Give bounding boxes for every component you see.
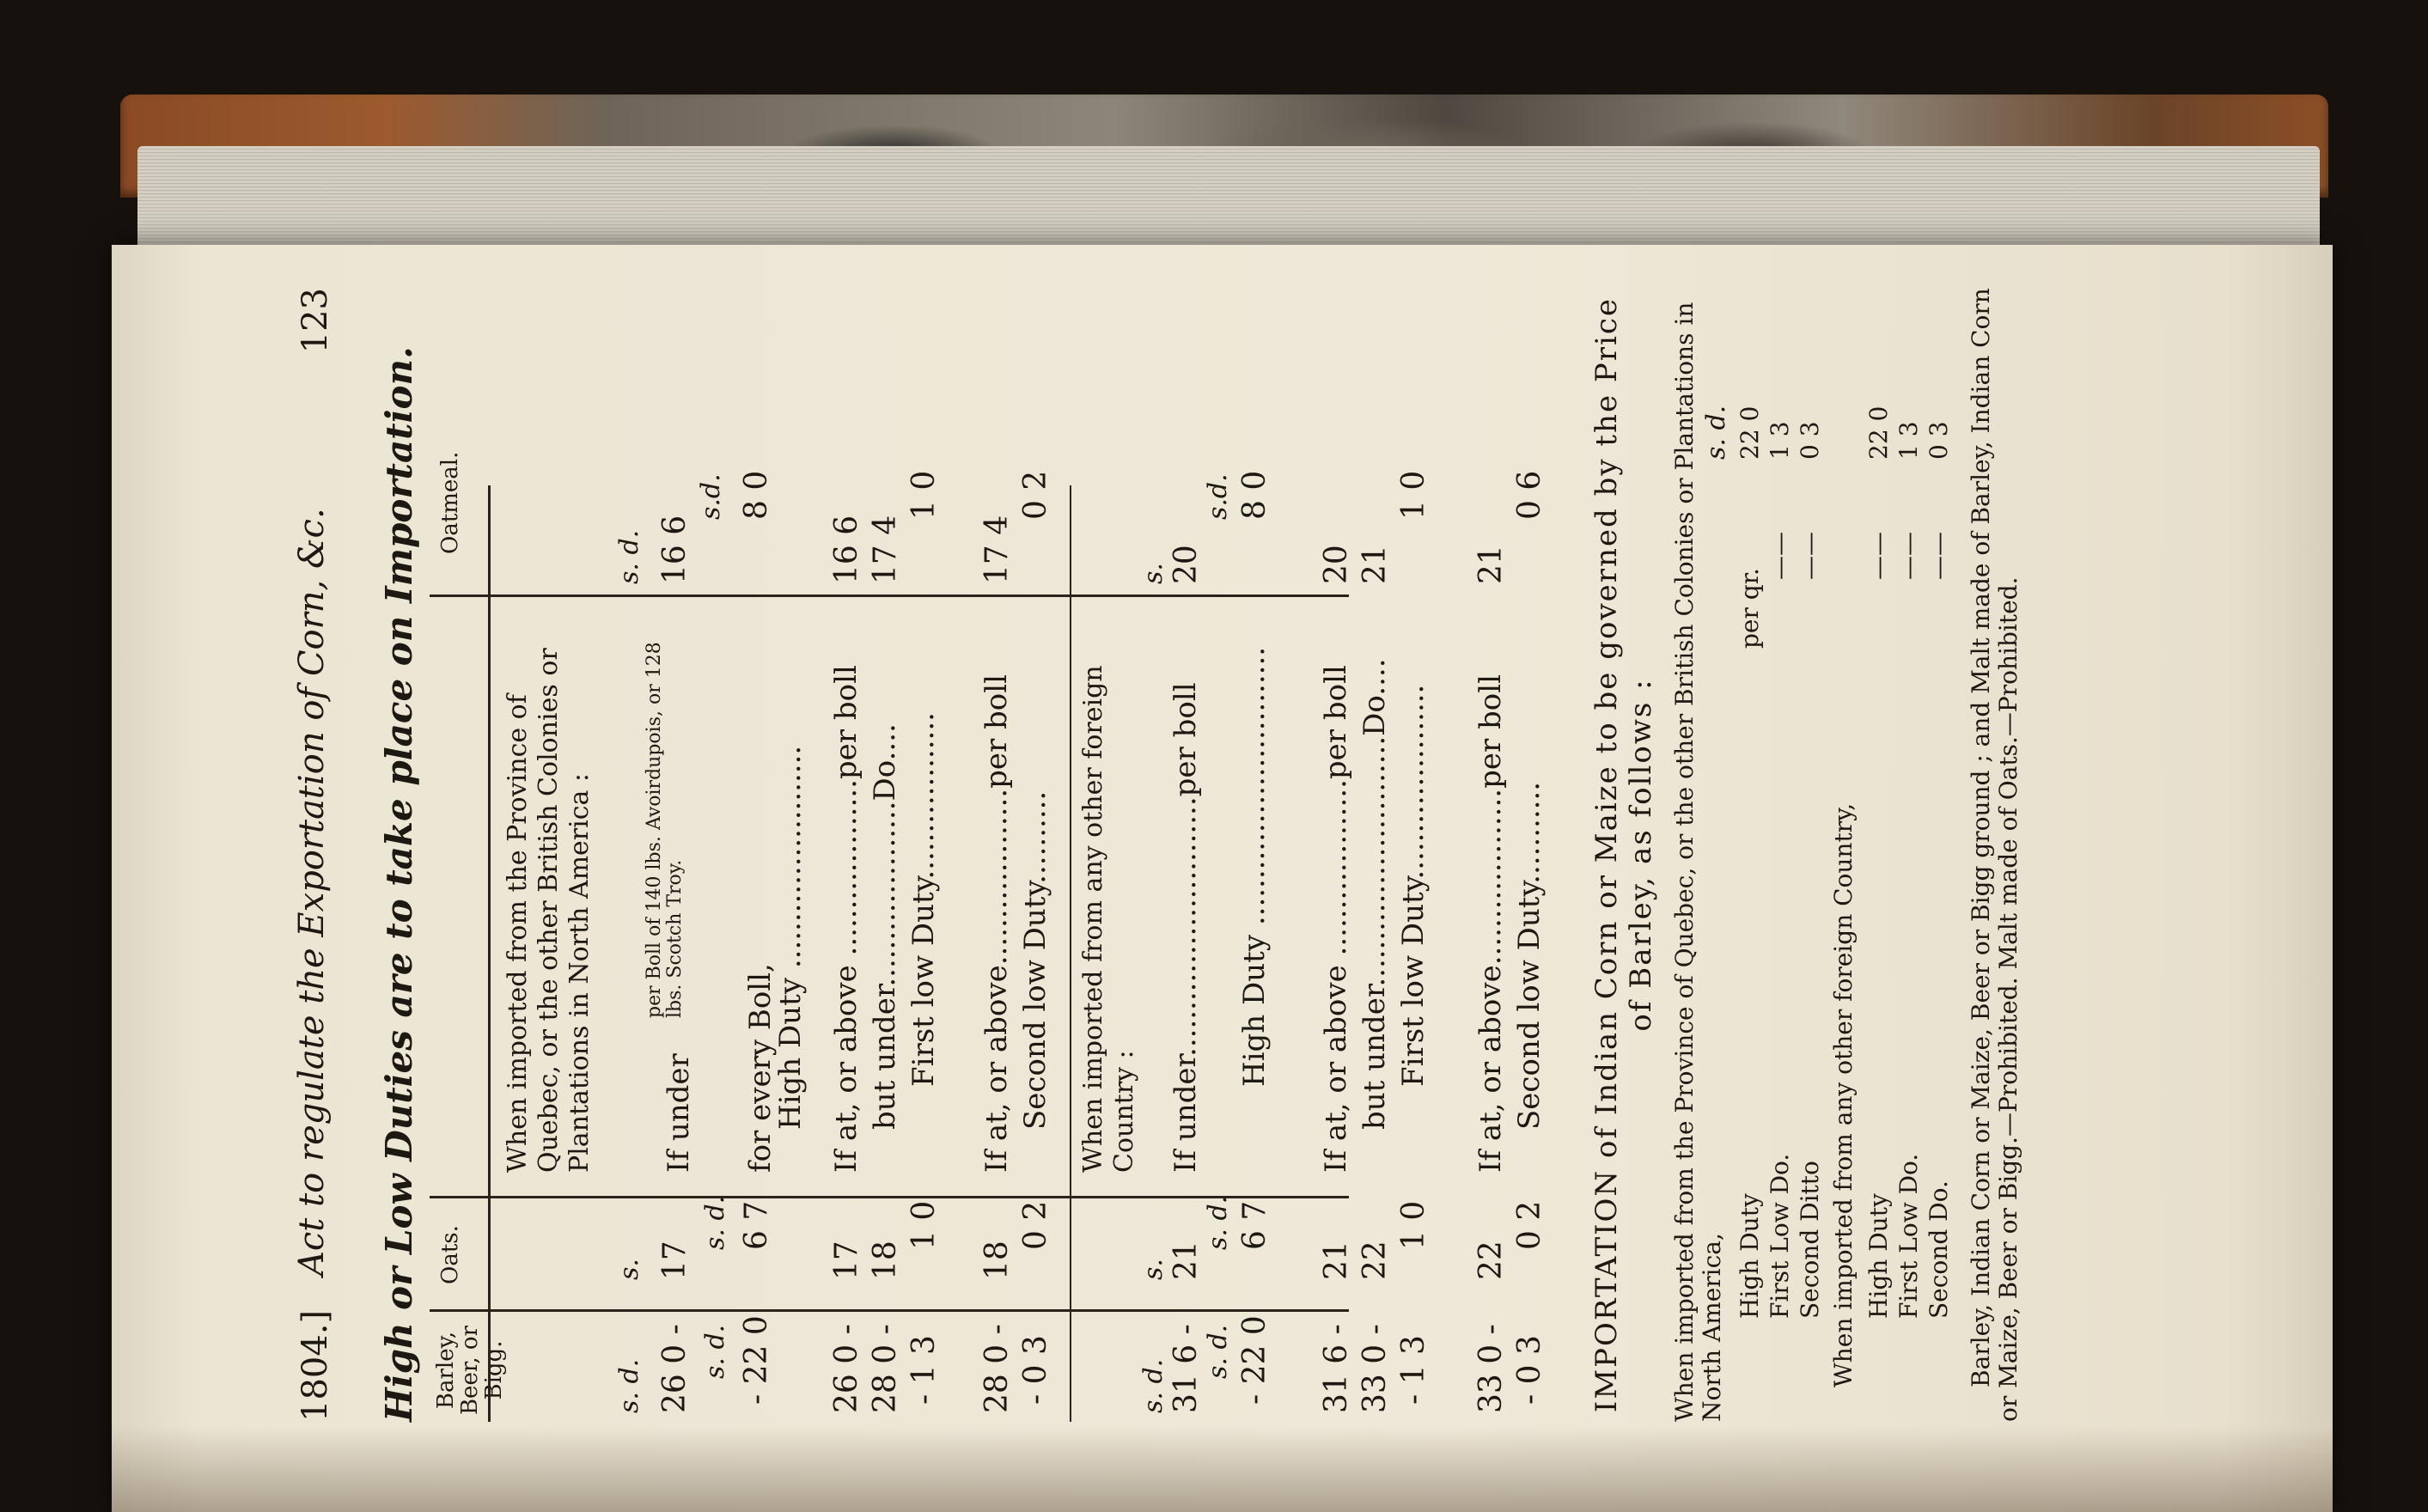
barley-value: - 0 3 xyxy=(1512,1335,1547,1405)
oats-value: 18 xyxy=(868,1241,903,1280)
barley-value: - 0 3 xyxy=(1018,1335,1053,1405)
section-rule xyxy=(1070,485,1071,1422)
row-text: If at, or above ...................per boll xyxy=(829,665,863,1173)
barley-value: 26 0 - xyxy=(657,1324,692,1413)
unit-sd: s.d. xyxy=(1203,473,1233,520)
unit-sd: s. d. xyxy=(700,1195,730,1250)
oatmeal-value: 8 0 xyxy=(739,470,774,520)
barley-value: - 22 0 xyxy=(1237,1315,1272,1405)
imp-prefix: —— xyxy=(1925,532,1953,580)
importation-footer: Barley, Indian Corn or Maize, Beer or Bigg ground ; and Malt made of Barley, Indian Corn or Maize, Beer or Bigg.—Prohibited. Malt made of Oats.—Prohibited. xyxy=(1967,288,2022,1422)
imp-prefix: —— xyxy=(1894,532,1923,580)
imp-value: 22 0 xyxy=(1864,405,1893,460)
importation-title: IMPORTATION of Indian Corn or Maize to be governed by the Price of Barley, as follows : xyxy=(1589,296,1658,1413)
oats-value: 17 xyxy=(657,1241,692,1280)
importation-quebec-heading: When imported from the Province of Quebec, or the other British Colonies or Plantations in North America, xyxy=(1670,302,1726,1422)
imp-label: Second Do. xyxy=(1925,1180,1953,1319)
unit-s: s. xyxy=(614,1259,644,1280)
oatmeal-value: 17 4 xyxy=(868,515,903,584)
section1-heading: When imported from the Province of Quebec, or the other British Colonies or Plantations in North America : xyxy=(503,648,595,1173)
unit-sd: s. d. xyxy=(1203,1324,1233,1379)
row-text: Second low Duty.......... xyxy=(1018,790,1052,1130)
barley-value: - 1 3 xyxy=(1396,1335,1431,1405)
gutter-shadow xyxy=(112,1426,2333,1512)
oats-value: 0 2 xyxy=(1512,1200,1547,1250)
imp-value: 22 0 xyxy=(1736,405,1764,460)
running-header xyxy=(292,288,344,1422)
oatmeal-value: 0 6 xyxy=(1512,470,1547,520)
oatmeal-value: 1 0 xyxy=(1396,470,1431,520)
oats-value: 22 xyxy=(1357,1241,1393,1280)
imp-label: First Low Do. xyxy=(1766,1153,1794,1319)
unit-sd: s. d. xyxy=(1138,1358,1168,1413)
page-subheading: High or Low Duties are to take place on Importation. xyxy=(378,346,420,1422)
unit-s: s. xyxy=(1138,563,1168,584)
row-text: but under...........................Do.... xyxy=(1357,658,1392,1130)
unit-sd: s. d. xyxy=(614,1358,644,1413)
oatmeal-value: 8 0 xyxy=(1237,470,1272,520)
imp-value: 0 3 xyxy=(1925,421,1953,460)
unit-sd: s. d. xyxy=(700,1324,730,1379)
oats-value: 21 xyxy=(1319,1241,1354,1280)
page-text-block xyxy=(292,288,2139,1422)
row-text: If at, or above...................per boll xyxy=(1473,674,1508,1173)
row-text: If at, or above...................per boll xyxy=(979,674,1014,1173)
rule-header xyxy=(488,485,491,1422)
oats-value: 18 xyxy=(979,1241,1015,1280)
unit-sd: s. d. xyxy=(1203,1195,1233,1250)
oatmeal-value: 21 xyxy=(1357,545,1393,584)
col-head-oatmeal: Oatmeal. xyxy=(437,451,463,554)
unit-sd: s.d. xyxy=(696,473,726,520)
barley-value: - 1 3 xyxy=(906,1335,942,1405)
header-title: Act to regulate the Exportation of Corn, &c. xyxy=(292,508,332,1276)
row-text: First low Duty..................... xyxy=(1396,684,1431,1087)
imp-label: High Duty xyxy=(1864,1193,1893,1319)
row-text: If under............................per boll xyxy=(1168,682,1203,1173)
barley-value: 33 0 - xyxy=(1357,1324,1393,1413)
unit-s: s. xyxy=(1138,1259,1168,1280)
measure-note: per Boll of 140 lbs. Avoirdupois, or 128 lbs. Scotch Troy. xyxy=(644,642,686,1018)
page-number: 123 xyxy=(296,288,335,354)
oats-value: 6 7 xyxy=(1237,1200,1272,1250)
oats-value: 0 2 xyxy=(1018,1200,1053,1250)
row-text: Second low Duty........... xyxy=(1512,781,1546,1130)
imp-value: 0 3 xyxy=(1796,421,1824,460)
row-text: First low Duty.................. xyxy=(906,712,941,1087)
unit-sd: s. d. xyxy=(1701,405,1731,460)
row-text: but under....................Do.... xyxy=(868,723,902,1130)
row-text: If at, or above ...................per boll xyxy=(1319,665,1353,1173)
col-head-barley: Barley, Beer, or Bigg. xyxy=(433,1325,507,1416)
unit-sd: s. d. xyxy=(614,529,644,584)
barley-value: 28 0 - xyxy=(868,1324,903,1413)
oats-value: 6 7 xyxy=(739,1200,774,1250)
imp-label: Second Ditto xyxy=(1796,1161,1824,1319)
barley-value: 26 0 - xyxy=(829,1324,864,1413)
oatmeal-value: 20 xyxy=(1319,545,1354,584)
oats-value: 22 xyxy=(1473,1241,1509,1280)
oatmeal-value: 16 6 xyxy=(829,515,864,584)
barley-value: 31 6 - xyxy=(1168,1324,1204,1413)
row-text: High Duty ........................ xyxy=(773,745,808,1130)
imp-label: First Low Do. xyxy=(1894,1153,1923,1319)
barley-value: 28 0 - xyxy=(979,1324,1015,1413)
imp-value: 1 3 xyxy=(1894,421,1923,460)
oatmeal-value: 17 4 xyxy=(979,515,1015,584)
oatmeal-value: 20 xyxy=(1168,545,1204,584)
imp-value: 1 3 xyxy=(1766,421,1794,460)
imp-prefix: per qr. xyxy=(1736,568,1764,649)
rule-v1 xyxy=(430,1309,1349,1312)
barley-value: 33 0 - xyxy=(1473,1324,1509,1413)
imp-prefix: —— xyxy=(1864,532,1893,580)
row-text: If under xyxy=(662,1053,696,1173)
rule-v3 xyxy=(430,594,1349,597)
row-text: High Duty .............................. xyxy=(1237,646,1272,1087)
oats-value: 1 0 xyxy=(906,1200,942,1250)
imp-label: High Duty xyxy=(1736,1193,1764,1319)
oats-value: 1 0 xyxy=(1396,1200,1431,1250)
oats-value: 21 xyxy=(1168,1241,1204,1280)
oatmeal-value: 1 0 xyxy=(906,470,942,520)
imp-prefix: —— xyxy=(1796,532,1824,580)
col-head-oats: Oats. xyxy=(437,1225,463,1284)
section2-heading: When imported from any other foreign Country : xyxy=(1078,665,1139,1173)
oats-value: 17 xyxy=(829,1241,864,1280)
barley-value: - 22 0 xyxy=(739,1315,774,1405)
header-year: 1804.] xyxy=(296,1309,335,1422)
imp-prefix: —— xyxy=(1766,532,1794,580)
row-text: for every Boll, xyxy=(743,963,778,1173)
oatmeal-value: 16 6 xyxy=(657,515,692,584)
oatmeal-value: 21 xyxy=(1473,545,1509,584)
oatmeal-value: 0 2 xyxy=(1018,470,1053,520)
importation-foreign-heading: When imported from any other foreign Country, xyxy=(1829,802,1858,1387)
barley-value: 31 6 - xyxy=(1319,1324,1354,1413)
